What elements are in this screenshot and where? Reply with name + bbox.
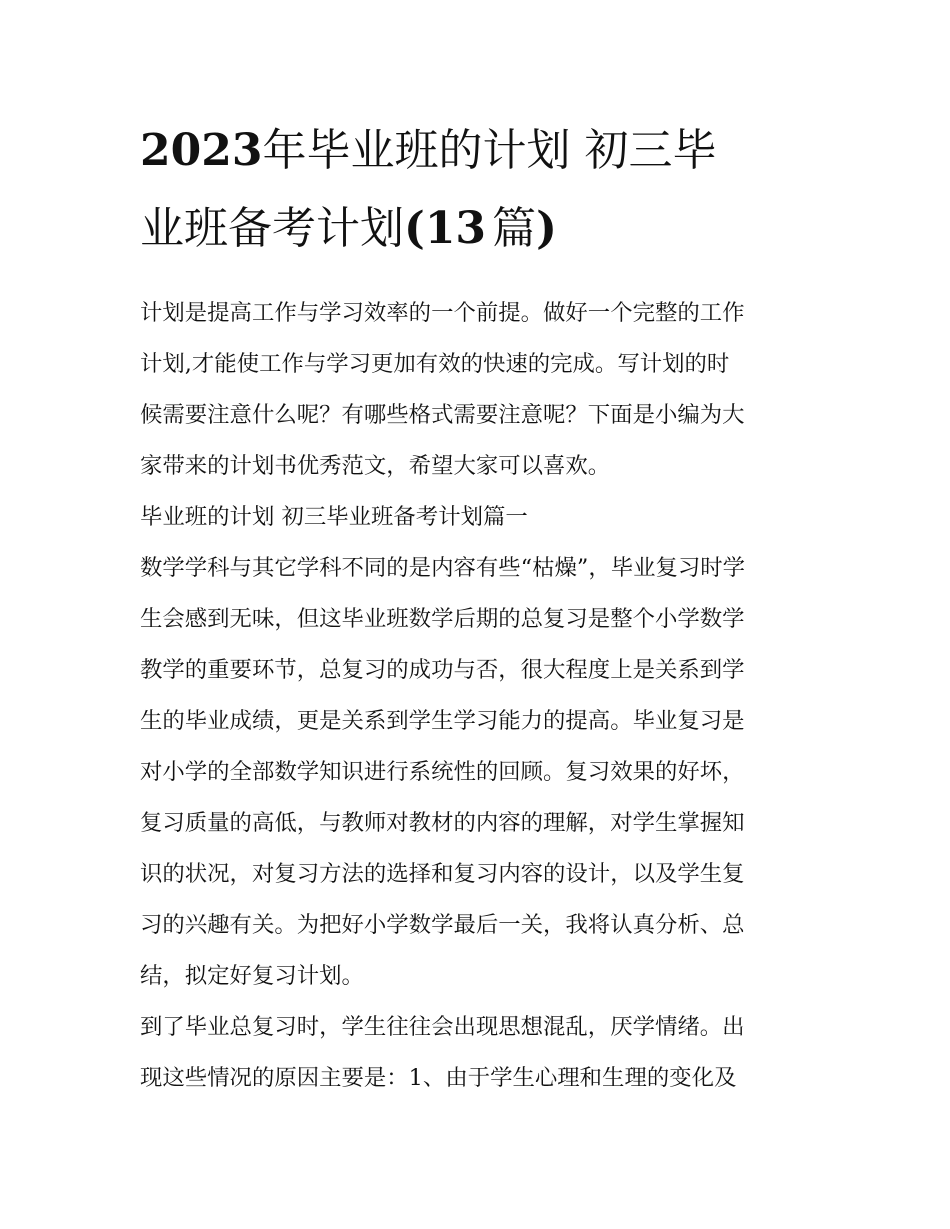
text-line: 复习质量的高低，与教师对教材的内容的理解，对学生掌握知 (140, 810, 745, 836)
text-line: 计划是提高工作与学习效率的一个前提。做好一个完整的工作 (140, 300, 745, 326)
text-line: 家带来的计划书优秀范文，希望大家可以喜欢。 (140, 453, 611, 479)
title-count-unit: 篇 (492, 203, 537, 254)
text-line: 数学学科与其它学科不同的是内容有些“枯燥”，毕业复习时学 (140, 555, 746, 581)
text-line: 毕业班的计划 初三毕业班备考计划篇一 (140, 504, 528, 530)
text-line: 生的毕业成绩，更是关系到学生学习能力的提高。毕业复习是 (140, 708, 745, 734)
text-line: 教学的重要环节，总复习的成功与否，很大程度上是关系到学 (140, 657, 745, 683)
text-line: 候需要注意什么呢？有哪些格式需要注意呢？下面是小编为大 (140, 402, 745, 428)
document-content (140, 112, 812, 1104)
text-line: 习的兴趣有关。为把好小学数学最后一关，我将认真分析、总 (140, 912, 745, 938)
title-year: 2023 (140, 125, 263, 176)
text-line: 生会感到无味，但这毕业班数学后期的总复习是整个小学数学 (140, 606, 745, 632)
text-line: 计划,才能使工作与学习更加有效的快速的完成。写计划的时 (140, 351, 730, 377)
paragraph-student-state (140, 1002, 812, 1104)
section-heading (140, 492, 812, 543)
text-line: 识的状况，对复习方法的选择和复习内容的设计，以及学生复 (140, 861, 745, 887)
paragraph-intro (140, 288, 812, 492)
title-line-2-text: 业班备考计划 (140, 203, 404, 254)
document-body (140, 288, 812, 1104)
text-line: 到了毕业总复习时，学生往往会出现思想混乱，厌学情绪。出 (140, 1014, 745, 1040)
title-count-close: ) (536, 203, 557, 254)
paragraph-math-review (140, 543, 812, 1002)
title-line-1-text: 年毕业班的计划 初三毕 (262, 125, 717, 176)
title-count-open: (13 (404, 203, 487, 254)
document-title (140, 112, 812, 268)
title-line-2 (140, 190, 812, 268)
text-line: 对小学的全部数学知识进行系统性的回顾。复习效果的好坏， (140, 759, 745, 785)
text-line: 现这些情况的原因主要是：1、由于学生心理和生理的变化及 (140, 1065, 737, 1091)
text-line: 结，拟定好复习计划。 (140, 963, 364, 989)
title-line-1 (140, 112, 812, 190)
